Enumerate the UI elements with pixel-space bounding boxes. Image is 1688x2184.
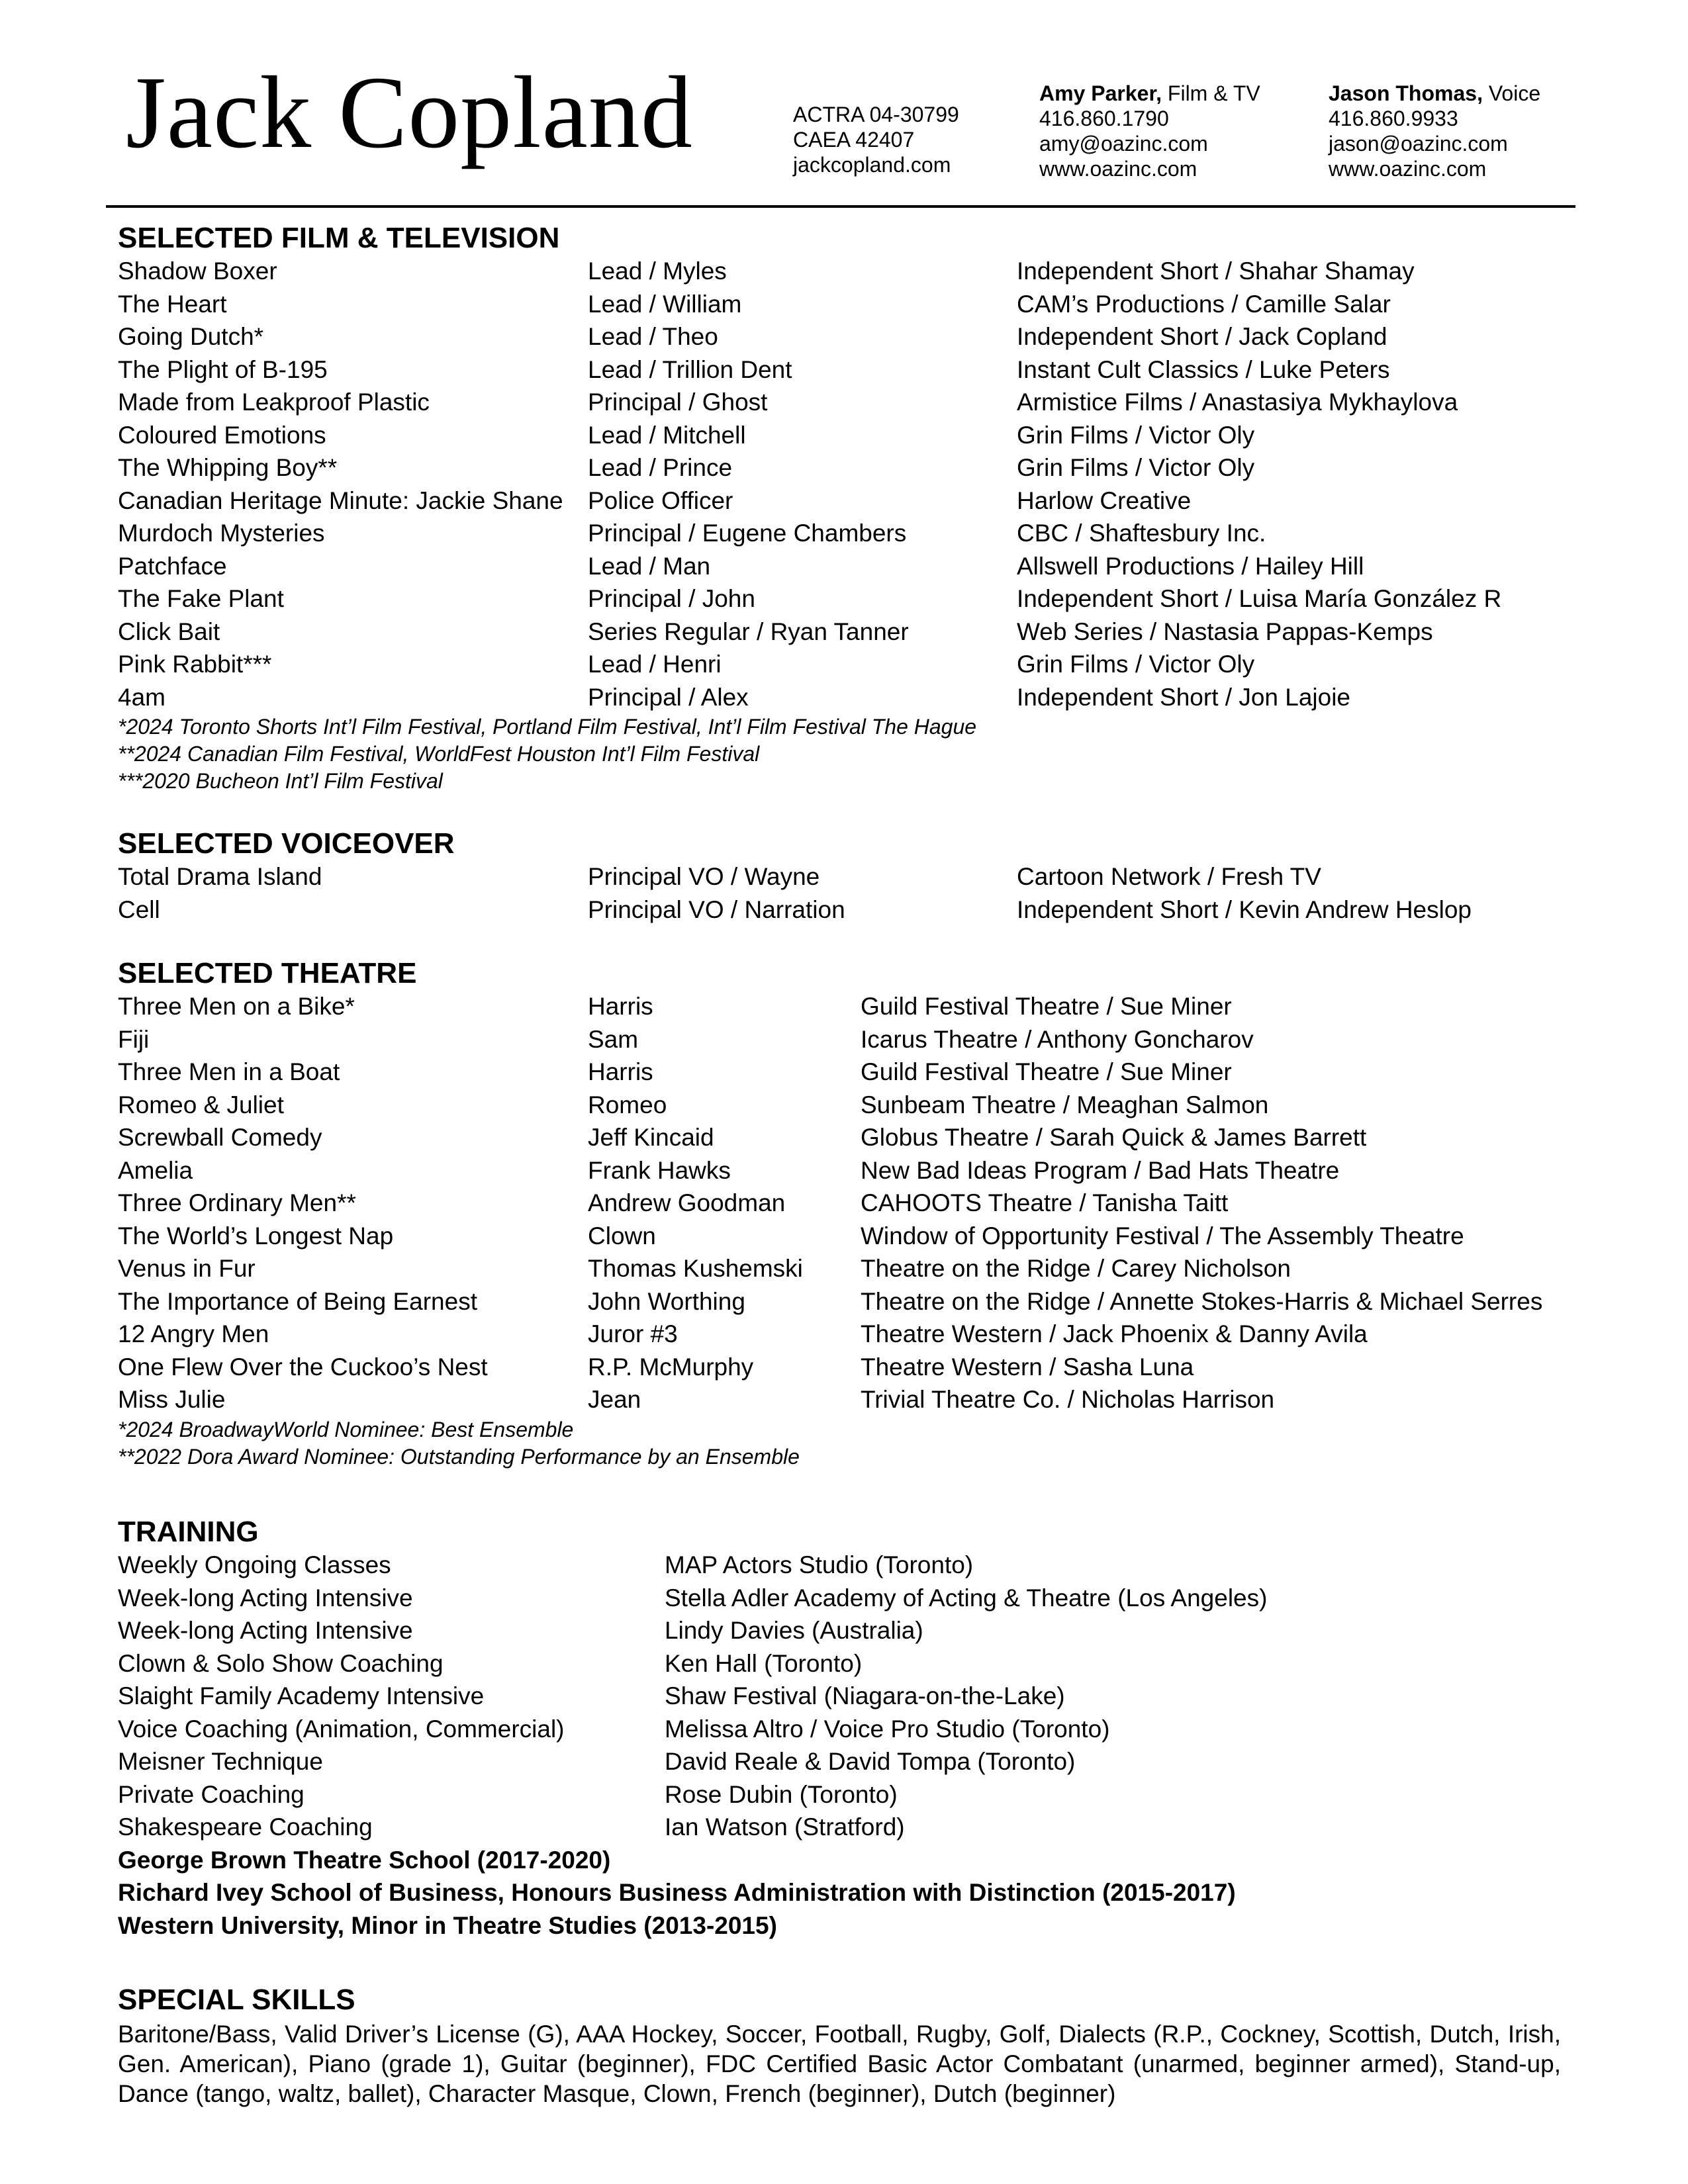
training-instructor: Ian Watson (Stratford): [665, 1813, 905, 1841]
production-title: Murdoch Mysteries: [118, 520, 325, 547]
company-director: CBC / Shaftesbury Inc.: [1017, 520, 1266, 547]
role: Principal / Alex: [588, 683, 749, 711]
production-title: 12 Angry Men: [118, 1320, 269, 1347]
role: Juror #3: [588, 1320, 678, 1347]
company-director: Window of Opportunity Festival / The Assembly Theatre: [861, 1222, 1464, 1250]
training-type: Week-long Acting Intensive: [118, 1617, 413, 1644]
role: Sam: [588, 1025, 639, 1053]
company-director: Independent Short / Jon Lajoie: [1017, 683, 1350, 711]
production-title: Miss Julie: [118, 1386, 226, 1413]
production-title: The Heart: [118, 290, 227, 318]
table-row: [118, 1647, 1574, 1680]
company-director: Armistice Films / Anastasiya Mykhaylova: [1017, 388, 1458, 416]
company-director: Sunbeam Theatre / Meaghan Salmon: [861, 1091, 1269, 1118]
production-title: Going Dutch*: [118, 323, 264, 350]
production-title: The World’s Longest Nap: [118, 1222, 394, 1250]
production-title: Venus in Fur: [118, 1255, 256, 1282]
festival-note: ***2020 Bucheon Int’l Film Festival: [118, 769, 443, 793]
table-row: [118, 860, 1574, 893]
role: Lead / William: [588, 290, 742, 318]
film-credits: [118, 255, 1574, 713]
production-title: Click Bait: [118, 617, 220, 645]
production-title: Canadian Heritage Minute: Jackie Shane: [118, 486, 563, 514]
role: Romeo: [588, 1091, 667, 1118]
training-type: Voice Coaching (Animation, Commercial): [118, 1715, 565, 1743]
company-director: Guild Festival Theatre / Sue Miner: [861, 1058, 1232, 1085]
company-director: Grin Films / Victor Oly: [1017, 454, 1255, 481]
union-info: [793, 102, 959, 177]
table-row: [118, 1778, 1574, 1811]
training-instructor: David Reale & David Tompa (Toronto): [665, 1748, 1076, 1775]
table-row: [118, 1089, 1574, 1122]
section-film-tv: [118, 222, 1574, 795]
theatre-credits: [118, 990, 1574, 1416]
production-title: The Whipping Boy**: [118, 454, 338, 481]
production-title: One Flew Over the Cuckoo’s Nest: [118, 1353, 488, 1381]
role: Lead / Mitchell: [588, 421, 746, 449]
role: Principal / Eugene Chambers: [588, 520, 907, 547]
table-row: [118, 353, 1574, 387]
company-director: CAM’s Productions / Camille Salar: [1017, 290, 1391, 318]
table-row: [118, 648, 1574, 681]
training-type: Clown & Solo Show Coaching: [118, 1649, 444, 1677]
award-note: **2022 Dora Award Nominee: Outstanding Performance by an Ensemble: [118, 1444, 800, 1469]
company-director: Allswell Productions / Hailey Hill: [1017, 552, 1364, 580]
company-director: Independent Short / Jack Copland: [1017, 323, 1387, 350]
table-row: [118, 386, 1574, 419]
festival-note: *2024 Toronto Shorts Int’l Film Festival, Portland Film Festival, Int’l Film Festival The Hague: [118, 715, 977, 739]
table-row: [118, 1285, 1574, 1318]
table-row: [118, 1383, 1574, 1416]
role: Andrew Goodman: [588, 1189, 786, 1216]
table-row: [118, 255, 1574, 288]
table-row: [118, 1614, 1574, 1647]
company-director: Globus Theatre / Sarah Quick & James Barrett: [861, 1124, 1367, 1151]
table-row: [118, 1220, 1574, 1253]
role: R.P. McMurphy: [588, 1353, 754, 1381]
actor-name: Jack Copland: [126, 55, 693, 169]
table-row: [118, 1811, 1574, 1844]
production-title: The Plight of B-195: [118, 355, 328, 383]
role: Lead / Theo: [588, 323, 718, 350]
section-title: SELECTED VOICEOVER: [118, 827, 455, 860]
section-special-skills: [118, 1983, 1574, 2109]
agent-name: Amy Parker,: [1039, 81, 1162, 105]
training-instructor: Ken Hall (Toronto): [665, 1649, 863, 1677]
role: Principal VO / Narration: [588, 895, 845, 923]
table-row: [118, 1351, 1574, 1384]
section-title: TRAINING: [118, 1516, 259, 1548]
section-title: SELECTED THEATRE: [118, 957, 417, 989]
education-list: [118, 1844, 1574, 1942]
agent-phone: 416.860.1790: [1039, 107, 1169, 130]
training-type: Weekly Ongoing Classes: [118, 1551, 391, 1578]
role: John Worthing: [588, 1287, 745, 1315]
theatre-notes: [118, 1416, 1574, 1471]
training-type: Meisner Technique: [118, 1748, 323, 1775]
production-title: Amelia: [118, 1156, 193, 1184]
production-title: Cell: [118, 895, 160, 923]
company-director: Trivial Theatre Co. / Nicholas Harrison: [861, 1386, 1275, 1413]
table-row: [118, 893, 1574, 927]
education-item: George Brown Theatre School (2017-2020): [118, 1846, 611, 1874]
production-title: The Importance of Being Earnest: [118, 1287, 477, 1315]
section-theatre: [118, 957, 1574, 1471]
role: Principal VO / Wayne: [588, 863, 820, 890]
production-title: Three Ordinary Men**: [118, 1189, 356, 1216]
production-title: The Fake Plant: [118, 585, 284, 612]
agent-name: Jason Thomas,: [1329, 81, 1483, 105]
agent-phone: 416.860.9933: [1329, 107, 1458, 130]
training-instructor: MAP Actors Studio (Toronto): [665, 1551, 974, 1578]
agent-role: Film & TV: [1162, 81, 1260, 105]
voiceover-credits: [118, 860, 1574, 926]
table-row: [118, 1154, 1574, 1187]
company-director: Grin Films / Victor Oly: [1017, 421, 1255, 449]
role: Harris: [588, 1058, 653, 1085]
company-director: CAHOOTS Theatre / Tanisha Taitt: [861, 1189, 1229, 1216]
production-title: Fiji: [118, 1025, 150, 1053]
training-instructor: Shaw Festival (Niagara-on-the-Lake): [665, 1682, 1065, 1709]
table-row: [118, 550, 1574, 583]
festival-note: **2024 Canadian Film Festival, WorldFest Houston Int’l Film Festival: [118, 742, 760, 766]
award-note: *2024 BroadwayWorld Nominee: Best Ensemble: [118, 1417, 574, 1441]
table-row: [118, 1252, 1574, 1285]
role: Jean: [588, 1386, 641, 1413]
production-title: Shadow Boxer: [118, 257, 277, 285]
table-row: [118, 1549, 1574, 1582]
company-director: Theatre Western / Sasha Luna: [861, 1353, 1194, 1381]
training-instructor: Stella Adler Academy of Acting & Theatre (Los Angeles): [665, 1584, 1268, 1612]
table-row: [118, 1680, 1574, 1713]
training-type: Slaight Family Academy Intensive: [118, 1682, 485, 1709]
table-row: [118, 517, 1574, 550]
production-title: Three Men on a Bike*: [118, 993, 355, 1020]
table-row: [118, 1023, 1574, 1056]
agent-email[interactable]: jason@oazinc.com: [1329, 132, 1508, 156]
training-instructor: Rose Dubin (Toronto): [665, 1780, 898, 1808]
role: Lead / Henri: [588, 651, 722, 678]
section-training: [118, 1516, 1574, 1942]
section-voiceover: [118, 827, 1574, 926]
table-row: [118, 451, 1574, 484]
production-title: Coloured Emotions: [118, 421, 326, 449]
training-instructor: Melissa Altro / Voice Pro Studio (Toronto): [665, 1715, 1110, 1743]
skills-text: Baritone/Bass, Valid Driver’s License (G), AAA Hockey, Soccer, Football, Rugby, Golf, Dialects (R.P., Cockney, Scottish, Dutch, Irish, Gen. American), Piano (grade 1), Guitar (beginner), FDC Certified Basic Actor Combatant (unarmed, beginner armed), Stand-up, Dance (tango, waltz, ballet), Character Masque, Clown, French (beginner), Dutch (beginner): [118, 2021, 1561, 2107]
agent-email[interactable]: amy@oazinc.com: [1039, 132, 1208, 156]
production-title: Total Drama Island: [118, 863, 322, 890]
role: Clown: [588, 1222, 656, 1250]
company-director: Independent Short / Kevin Andrew Heslop: [1017, 895, 1472, 923]
section-title: SELECTED FILM & TELEVISION: [118, 222, 560, 254]
table-row: [118, 320, 1574, 353]
production-title: Romeo & Juliet: [118, 1091, 284, 1118]
agent-name-line: [1039, 81, 1260, 106]
table-row: [118, 990, 1574, 1023]
education-item: Western University, Minor in Theatre Studies (2013-2015): [118, 1911, 777, 1939]
role: Police Officer: [588, 486, 733, 514]
production-title: Three Men in a Boat: [118, 1058, 340, 1085]
company-director: Theatre on the Ridge / Annette Stokes-Harris & Michael Serres: [861, 1287, 1543, 1315]
table-row: [118, 288, 1574, 321]
company-director: Theatre Western / Jack Phoenix & Danny Avila: [861, 1320, 1368, 1347]
agent-website[interactable]: www.oazinc.com: [1039, 157, 1197, 181]
role: Lead / Man: [588, 552, 711, 580]
company-director: Cartoon Network / Fresh TV: [1017, 863, 1321, 890]
production-title: 4am: [118, 683, 165, 711]
role: Frank Hawks: [588, 1156, 731, 1184]
training-type: Week-long Acting Intensive: [118, 1584, 413, 1612]
production-title: Patchface: [118, 552, 227, 580]
company-director: Independent Short / Shahar Shamay: [1017, 257, 1415, 285]
training-type: Shakespeare Coaching: [118, 1813, 373, 1841]
caea-number: CAEA 42407: [793, 128, 915, 152]
role: Thomas Kushemski: [588, 1255, 803, 1282]
role: Principal / John: [588, 585, 755, 612]
production-title: Pink Rabbit***: [118, 651, 272, 678]
table-row: [118, 419, 1574, 452]
role: Lead / Trillion Dent: [588, 355, 792, 383]
production-title: Made from Leakproof Plastic: [118, 388, 430, 416]
table-row: [118, 1745, 1574, 1778]
company-director: Theatre on the Ridge / Carey Nicholson: [861, 1255, 1291, 1282]
company-director: Web Series / Nastasia Pappas-Kemps: [1017, 617, 1433, 645]
actra-number: ACTRA 04-30799: [793, 103, 959, 126]
company-director: Icarus Theatre / Anthony Goncharov: [861, 1025, 1254, 1053]
role: Lead / Myles: [588, 257, 727, 285]
film-notes: [118, 713, 1574, 795]
company-director: Guild Festival Theatre / Sue Miner: [861, 993, 1232, 1020]
agent-name-line: [1329, 81, 1540, 106]
website-link[interactable]: jackcopland.com: [793, 153, 951, 177]
training-list: [118, 1549, 1574, 1844]
table-row: [118, 1121, 1574, 1154]
table-row: [118, 615, 1574, 649]
company-director: Harlow Creative: [1017, 486, 1192, 514]
table-row: [118, 1056, 1574, 1089]
table-row: [118, 1318, 1574, 1351]
training-instructor: Lindy Davies (Australia): [665, 1617, 923, 1644]
table-row: [118, 1713, 1574, 1746]
table-row: [118, 484, 1574, 518]
education-item: Richard Ivey School of Business, Honours Business Administration with Distinction (2015-2017): [118, 1879, 1236, 1906]
role: Principal / Ghost: [588, 388, 768, 416]
company-director: Independent Short / Luisa María González R: [1017, 585, 1502, 612]
role: Harris: [588, 993, 653, 1020]
training-type: Private Coaching: [118, 1780, 305, 1808]
company-director: Instant Cult Classics / Luke Peters: [1017, 355, 1390, 383]
role: Jeff Kincaid: [588, 1124, 714, 1151]
table-row: [118, 1582, 1574, 1615]
agent-website[interactable]: www.oazinc.com: [1329, 157, 1487, 181]
section-title: SPECIAL SKILLS: [118, 1983, 355, 2016]
company-director: New Bad Ideas Program / Bad Hats Theatre: [861, 1156, 1340, 1184]
header-divider: [106, 205, 1575, 208]
role: Series Regular / Ryan Tanner: [588, 617, 909, 645]
table-row: [118, 582, 1574, 615]
agent-voice: [1329, 81, 1540, 181]
agent-film-tv: [1039, 81, 1260, 181]
table-row: [118, 1187, 1574, 1220]
production-title: Screwball Comedy: [118, 1124, 322, 1151]
role: Lead / Prince: [588, 454, 733, 481]
company-director: Grin Films / Victor Oly: [1017, 651, 1255, 678]
table-row: [118, 681, 1574, 714]
agent-role: Voice: [1482, 81, 1541, 105]
